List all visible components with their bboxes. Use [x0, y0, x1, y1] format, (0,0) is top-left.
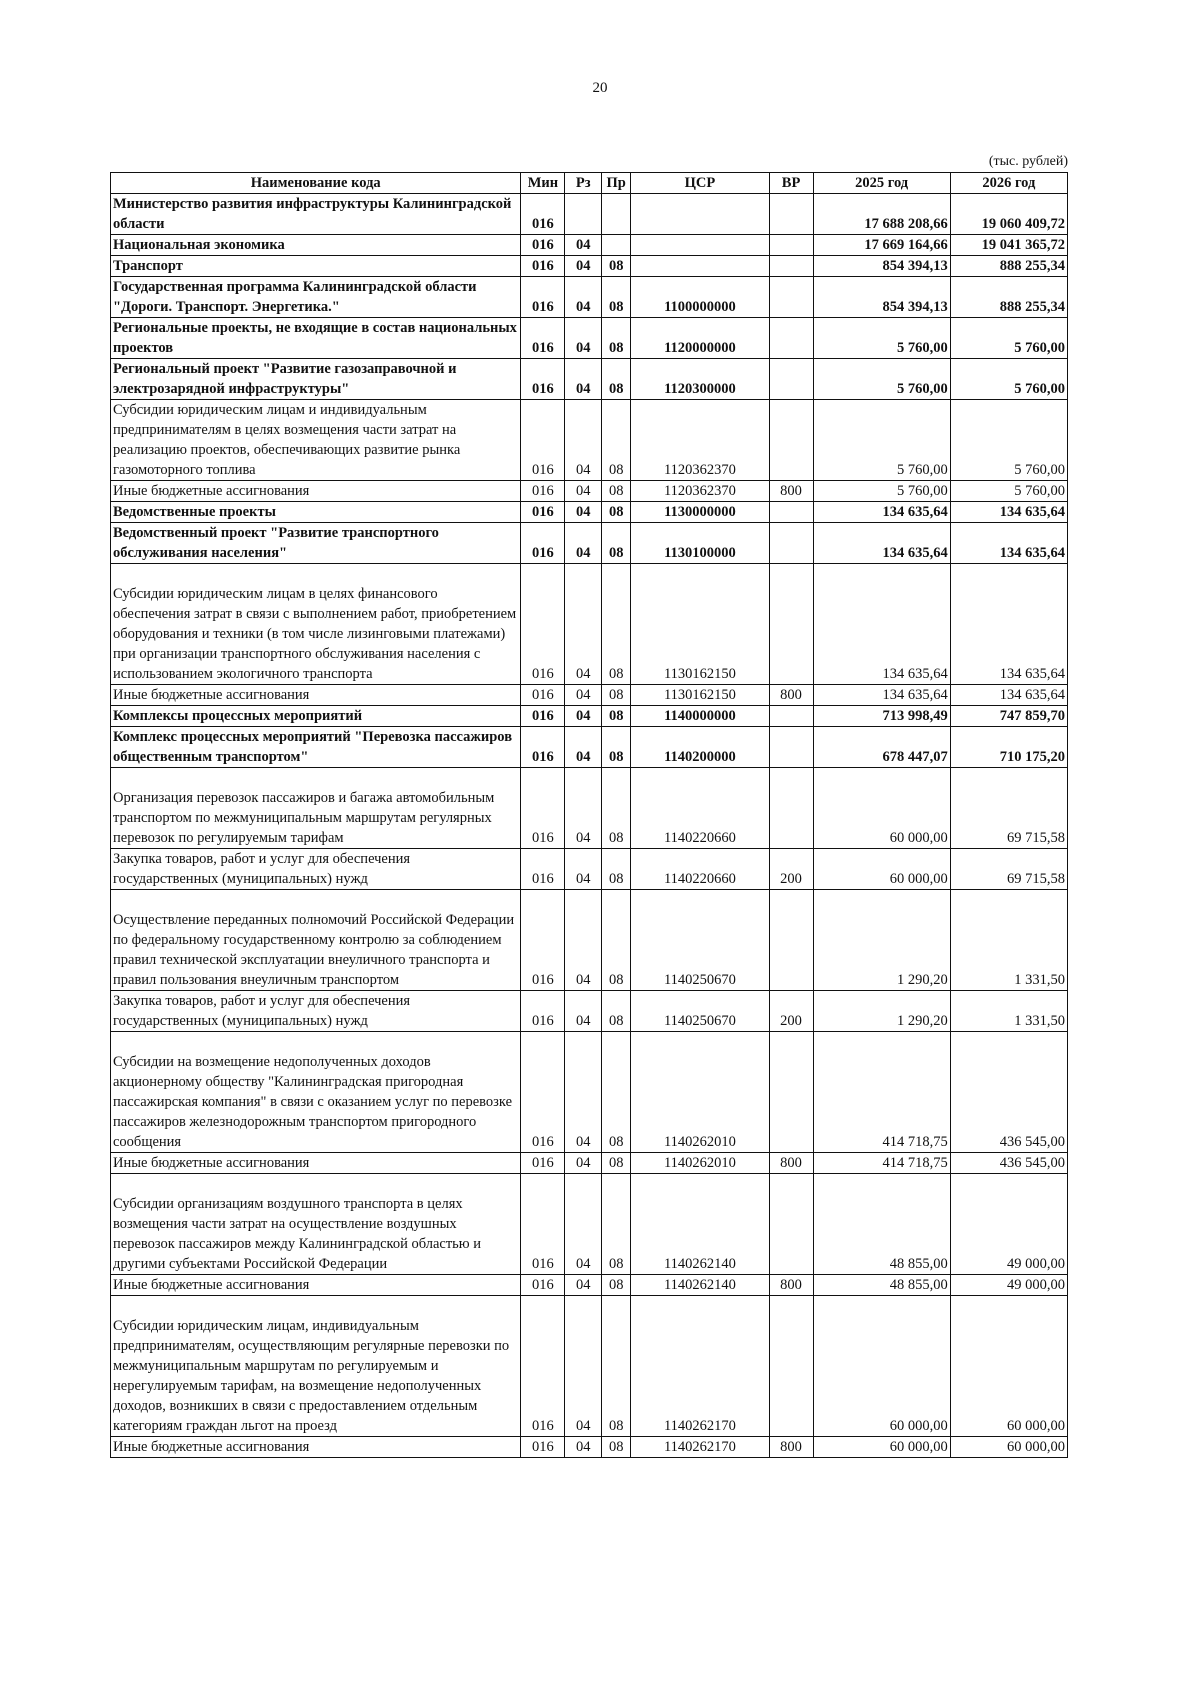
cell-rz: 04	[565, 481, 602, 502]
cell-csr: 1140250670	[631, 991, 769, 1032]
table-row	[111, 318, 1068, 359]
cell-pr: 08	[602, 706, 631, 727]
cell-name: Субсидии организациям воздушного транспорта в целях возмещения части затрат на осуществление воздушных перевозок пассажиров между Калининградской областью и другими субъектами Российской Федерации	[111, 1174, 521, 1275]
table-row	[111, 502, 1068, 523]
cell-name: Субсидии юридическим лицам, индивидуальным предпринимателям, осуществляющим регулярные перевозки по межмуниципальным маршрутам по регулируемым и нерегулируемым тарифам, на возмещение недополученных доходов, возникших в связи с предоставлением отдельным категориям граждан льгот на проезд	[111, 1296, 521, 1437]
cell-csr: 1130162150	[631, 685, 769, 706]
table-row	[111, 849, 1068, 890]
col-header-min: Мин	[521, 173, 565, 194]
cell-2025: 5 760,00	[813, 359, 950, 400]
cell-name: Ведомственные проекты	[111, 502, 521, 523]
cell-vr	[769, 277, 813, 318]
cell-2025: 17 669 164,66	[813, 235, 950, 256]
cell-csr: 1140220660	[631, 849, 769, 890]
cell-rz: 04	[565, 1296, 602, 1437]
cell-csr: 1140262140	[631, 1275, 769, 1296]
col-header-vr: ВР	[769, 173, 813, 194]
table-row	[111, 1174, 1068, 1275]
cell-2025: 60 000,00	[813, 849, 950, 890]
table-row	[111, 523, 1068, 564]
col-header-csr: ЦСР	[631, 173, 769, 194]
cell-name: Национальная экономика	[111, 235, 521, 256]
cell-vr: 800	[769, 1437, 813, 1458]
cell-pr: 08	[602, 523, 631, 564]
cell-rz: 04	[565, 400, 602, 481]
table-row	[111, 706, 1068, 727]
cell-2025: 5 760,00	[813, 400, 950, 481]
table-row	[111, 481, 1068, 502]
cell-rz	[565, 194, 602, 235]
cell-rz: 04	[565, 523, 602, 564]
cell-csr: 1140250670	[631, 890, 769, 991]
cell-pr: 08	[602, 564, 631, 685]
cell-csr: 1140262170	[631, 1437, 769, 1458]
cell-rz: 04	[565, 502, 602, 523]
cell-2026: 888 255,34	[950, 277, 1067, 318]
cell-2026: 710 175,20	[950, 727, 1067, 768]
cell-pr: 08	[602, 1174, 631, 1275]
table-row	[111, 1437, 1068, 1458]
table-row	[111, 685, 1068, 706]
cell-rz: 04	[565, 318, 602, 359]
page-number: 20	[592, 80, 608, 96]
cell-csr: 1120300000	[631, 359, 769, 400]
cell-2026: 747 859,70	[950, 706, 1067, 727]
table-row	[111, 400, 1068, 481]
cell-rz: 04	[565, 991, 602, 1032]
cell-csr: 1140262010	[631, 1032, 769, 1153]
cell-rz: 04	[565, 706, 602, 727]
cell-2025: 60 000,00	[813, 768, 950, 849]
col-header-2026: 2026 год	[950, 173, 1067, 194]
cell-2025: 134 635,64	[813, 502, 950, 523]
cell-rz: 04	[565, 1275, 602, 1296]
cell-2025: 854 394,13	[813, 256, 950, 277]
cell-name: Комплексы процессных мероприятий	[111, 706, 521, 727]
cell-2026: 60 000,00	[950, 1296, 1067, 1437]
table-row	[111, 727, 1068, 768]
cell-min: 016	[521, 685, 565, 706]
cell-pr: 08	[602, 1032, 631, 1153]
cell-csr: 1100000000	[631, 277, 769, 318]
cell-min: 016	[521, 359, 565, 400]
cell-2026: 5 760,00	[950, 318, 1067, 359]
table-header-row	[111, 173, 1068, 194]
cell-2026: 1 331,50	[950, 991, 1067, 1032]
cell-min: 016	[521, 1437, 565, 1458]
cell-pr: 08	[602, 849, 631, 890]
cell-vr	[769, 400, 813, 481]
cell-min: 016	[521, 277, 565, 318]
cell-vr	[769, 706, 813, 727]
table-row	[111, 256, 1068, 277]
cell-csr: 1130000000	[631, 502, 769, 523]
cell-2025: 678 447,07	[813, 727, 950, 768]
cell-vr	[769, 890, 813, 991]
cell-rz: 04	[565, 359, 602, 400]
cell-min: 016	[521, 481, 565, 502]
cell-pr: 08	[602, 1153, 631, 1174]
cell-min: 016	[521, 890, 565, 991]
cell-rz: 04	[565, 727, 602, 768]
cell-min: 016	[521, 523, 565, 564]
table-row	[111, 564, 1068, 685]
col-header-rz: Рз	[565, 173, 602, 194]
cell-vr	[769, 523, 813, 564]
cell-vr	[769, 235, 813, 256]
table-row	[111, 890, 1068, 991]
cell-2025: 5 760,00	[813, 481, 950, 502]
cell-2025: 1 290,20	[813, 890, 950, 991]
cell-name: Иные бюджетные ассигнования	[111, 685, 521, 706]
table-row	[111, 1296, 1068, 1437]
cell-name: Комплекс процессных мероприятий "Перевозка пассажиров общественным транспортом"	[111, 727, 521, 768]
cell-rz: 04	[565, 256, 602, 277]
cell-csr	[631, 235, 769, 256]
cell-min: 016	[521, 1296, 565, 1437]
cell-2026: 69 715,58	[950, 768, 1067, 849]
cell-2025: 134 635,64	[813, 564, 950, 685]
cell-2026: 436 545,00	[950, 1153, 1067, 1174]
cell-min: 016	[521, 991, 565, 1032]
cell-rz: 04	[565, 235, 602, 256]
cell-vr	[769, 1296, 813, 1437]
cell-rz: 04	[565, 1174, 602, 1275]
cell-vr	[769, 318, 813, 359]
cell-min: 016	[521, 318, 565, 359]
cell-2026: 60 000,00	[950, 1437, 1067, 1458]
cell-name: Организация перевозок пассажиров и багажа автомобильным транспортом по межмуниципальным маршрутам регулярных перевозок по регулируемым тарифам	[111, 768, 521, 849]
cell-2025: 134 635,64	[813, 685, 950, 706]
table-row	[111, 1275, 1068, 1296]
cell-pr: 08	[602, 768, 631, 849]
cell-pr: 08	[602, 277, 631, 318]
cell-2026: 1 331,50	[950, 890, 1067, 991]
cell-vr: 800	[769, 1275, 813, 1296]
cell-csr: 1120362370	[631, 400, 769, 481]
cell-csr	[631, 194, 769, 235]
cell-csr: 1140262140	[631, 1174, 769, 1275]
cell-vr	[769, 1032, 813, 1153]
cell-pr: 08	[602, 890, 631, 991]
table-row	[111, 359, 1068, 400]
cell-2025: 414 718,75	[813, 1032, 950, 1153]
cell-vr	[769, 1174, 813, 1275]
cell-vr: 800	[769, 1153, 813, 1174]
cell-rz: 04	[565, 849, 602, 890]
cell-min: 016	[521, 194, 565, 235]
cell-2025: 134 635,64	[813, 523, 950, 564]
cell-pr: 08	[602, 256, 631, 277]
cell-pr: 08	[602, 359, 631, 400]
cell-rz: 04	[565, 685, 602, 706]
cell-pr: 08	[602, 727, 631, 768]
cell-2026: 69 715,58	[950, 849, 1067, 890]
cell-2026: 134 635,64	[950, 685, 1067, 706]
table-row	[111, 1032, 1068, 1153]
cell-name: Государственная программа Калининградской области "Дороги. Транспорт. Энергетика."	[111, 277, 521, 318]
cell-2025: 854 394,13	[813, 277, 950, 318]
cell-min: 016	[521, 849, 565, 890]
cell-2026: 134 635,64	[950, 564, 1067, 685]
cell-2026: 134 635,64	[950, 502, 1067, 523]
table-row	[111, 768, 1068, 849]
table-row	[111, 991, 1068, 1032]
cell-min: 016	[521, 768, 565, 849]
cell-2026: 436 545,00	[950, 1032, 1067, 1153]
cell-csr: 1140200000	[631, 727, 769, 768]
cell-vr	[769, 502, 813, 523]
cell-min: 016	[521, 400, 565, 481]
cell-name: Транспорт	[111, 256, 521, 277]
cell-pr: 08	[602, 481, 631, 502]
cell-min: 016	[521, 1174, 565, 1275]
cell-pr: 08	[602, 1437, 631, 1458]
cell-csr: 1140262010	[631, 1153, 769, 1174]
cell-csr: 1130100000	[631, 523, 769, 564]
cell-min: 016	[521, 235, 565, 256]
cell-2025: 5 760,00	[813, 318, 950, 359]
col-header-pr: Пр	[602, 173, 631, 194]
col-header-name: Наименование кода	[111, 173, 521, 194]
cell-2026: 19 041 365,72	[950, 235, 1067, 256]
cell-pr: 08	[602, 1296, 631, 1437]
cell-vr	[769, 359, 813, 400]
cell-2026: 888 255,34	[950, 256, 1067, 277]
table-row	[111, 194, 1068, 235]
cell-name: Субсидии юридическим лицам в целях финансового обеспечения затрат в связи с выполнением работ, приобретением оборудования и техники (в том числе лизинговыми платежами) при организации транспортного обслуживания населения с использованием экологичного транспорта	[111, 564, 521, 685]
cell-rz: 04	[565, 564, 602, 685]
table-body	[111, 194, 1068, 1458]
cell-name: Иные бюджетные ассигнования	[111, 1275, 521, 1296]
cell-rz: 04	[565, 1153, 602, 1174]
cell-vr	[769, 727, 813, 768]
cell-name: Иные бюджетные ассигнования	[111, 481, 521, 502]
cell-name: Региональный проект "Развитие газозаправочной и электрозарядной инфраструктуры"	[111, 359, 521, 400]
cell-min: 016	[521, 706, 565, 727]
table-row	[111, 1153, 1068, 1174]
cell-2025: 713 998,49	[813, 706, 950, 727]
cell-min: 016	[521, 1032, 565, 1153]
cell-vr	[769, 768, 813, 849]
cell-2026: 19 060 409,72	[950, 194, 1067, 235]
cell-rz: 04	[565, 768, 602, 849]
cell-pr	[602, 194, 631, 235]
table-row	[111, 277, 1068, 318]
cell-name: Иные бюджетные ассигнования	[111, 1153, 521, 1174]
cell-rz: 04	[565, 277, 602, 318]
cell-2025: 60 000,00	[813, 1296, 950, 1437]
cell-2025: 17 688 208,66	[813, 194, 950, 235]
cell-2026: 49 000,00	[950, 1275, 1067, 1296]
cell-csr: 1140262170	[631, 1296, 769, 1437]
cell-2025: 1 290,20	[813, 991, 950, 1032]
cell-name: Субсидии на возмещение недополученных доходов акционерному обществу "Калининградская пригородная пассажирская компания" в связи с оказанием услуг по перевозке пассажиров железнодорожным транспортом пригородного сообщения	[111, 1032, 521, 1153]
cell-min: 016	[521, 256, 565, 277]
units-note: (тыс. рублей)	[988, 154, 1068, 169]
cell-min: 016	[521, 1275, 565, 1296]
cell-csr: 1120000000	[631, 318, 769, 359]
cell-vr: 200	[769, 849, 813, 890]
cell-vr: 800	[769, 685, 813, 706]
cell-csr: 1120362370	[631, 481, 769, 502]
cell-pr: 08	[602, 318, 631, 359]
cell-name: Закупка товаров, работ и услуг для обеспечения государственных (муниципальных) нужд	[111, 849, 521, 890]
cell-name: Закупка товаров, работ и услуг для обеспечения государственных (муниципальных) нужд	[111, 991, 521, 1032]
col-header-2025: 2025 год	[813, 173, 950, 194]
budget-table	[110, 172, 1068, 1458]
cell-pr	[602, 235, 631, 256]
cell-vr	[769, 256, 813, 277]
cell-name: Субсидии юридическим лицам и индивидуальным предпринимателям в целях возмещения части затрат на реализацию проектов, обеспечивающих развитие рынка газомоторного топлива	[111, 400, 521, 481]
cell-rz: 04	[565, 1437, 602, 1458]
cell-vr	[769, 194, 813, 235]
cell-rz: 04	[565, 1032, 602, 1153]
cell-2026: 49 000,00	[950, 1174, 1067, 1275]
cell-name: Ведомственный проект "Развитие транспортного обслуживания населения"	[111, 523, 521, 564]
cell-name: Осуществление переданных полномочий Российской Федерации по федеральному государственному контролю за соблюдением правил технической эксплуатации внеуличного транспорта и правил пользования внеуличным транспортом	[111, 890, 521, 991]
cell-vr	[769, 564, 813, 685]
cell-name: Иные бюджетные ассигнования	[111, 1437, 521, 1458]
cell-csr: 1140220660	[631, 768, 769, 849]
cell-min: 016	[521, 727, 565, 768]
cell-2026: 134 635,64	[950, 523, 1067, 564]
table-row	[111, 235, 1068, 256]
cell-min: 016	[521, 1153, 565, 1174]
cell-csr: 1130162150	[631, 564, 769, 685]
cell-2026: 5 760,00	[950, 481, 1067, 502]
cell-2025: 414 718,75	[813, 1153, 950, 1174]
cell-pr: 08	[602, 991, 631, 1032]
cell-vr: 200	[769, 991, 813, 1032]
cell-name: Региональные проекты, не входящие в состав национальных проектов	[111, 318, 521, 359]
cell-2026: 5 760,00	[950, 359, 1067, 400]
cell-pr: 08	[602, 502, 631, 523]
cell-min: 016	[521, 502, 565, 523]
cell-pr: 08	[602, 685, 631, 706]
cell-pr: 08	[602, 400, 631, 481]
cell-vr: 800	[769, 481, 813, 502]
cell-2025: 48 855,00	[813, 1174, 950, 1275]
cell-rz: 04	[565, 890, 602, 991]
cell-min: 016	[521, 564, 565, 685]
cell-csr: 1140000000	[631, 706, 769, 727]
cell-2025: 60 000,00	[813, 1437, 950, 1458]
cell-2025: 48 855,00	[813, 1275, 950, 1296]
cell-csr	[631, 256, 769, 277]
cell-name: Министерство развития инфраструктуры Калининградской области	[111, 194, 521, 235]
cell-2026: 5 760,00	[950, 400, 1067, 481]
cell-pr: 08	[602, 1275, 631, 1296]
